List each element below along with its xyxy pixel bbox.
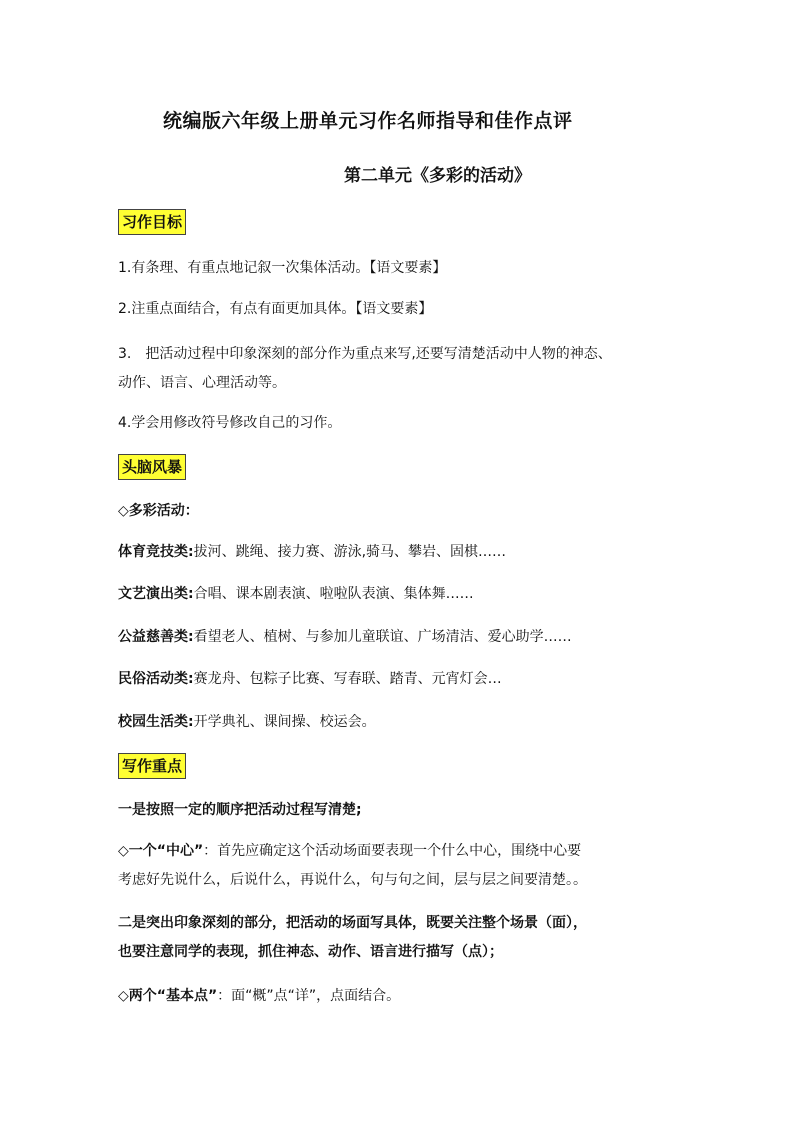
category-text: 拔河、跳绳、接力赛、游泳,骑马、攀岩、固棋…… [193, 544, 507, 560]
focus-point-1-heading: 一是按照一定的顺序把活动过程写清楚; [118, 802, 362, 818]
goal-item-3-line-1: 3. 把活动过程中印象深刻的部分作为重点来写,还要写清楚活动中人物的神态、 [118, 346, 612, 362]
focus-point-2-line-2: 也要注意同学的表现，抓住神态、动作、语言进行描写（点）； [118, 944, 503, 960]
category-row [118, 670, 502, 688]
brainstorm-section-label: 头脑风暴 [118, 454, 186, 480]
goal-item-2: 2.注重点面结合，有点有面更加具体。【语文要素】 [118, 301, 433, 317]
category-text: 开学典礼、课间操、校运会。 [193, 714, 376, 730]
category-text: 看望老人、植树、与参加儿童联谊、广场清洁、爱心助学…… [193, 629, 572, 645]
focus-point-1-text: ：首先应确定这个活动场面要表现一个什么中心，围绕中心要 [203, 843, 582, 859]
focus-point-2-line-3 [118, 987, 400, 1005]
unit-subtitle: 第二单元《多彩的活动》 [344, 166, 531, 186]
category-label: 校园生活类: [118, 714, 194, 730]
category-text: 合唱、课本剧表演、啦啦队表演、集体舞…… [193, 586, 474, 602]
category-label: 公益慈善类: [118, 629, 194, 645]
brainstorm-intro: ◇多彩活动： [118, 503, 199, 519]
category-row [118, 543, 506, 561]
category-label: 文艺演出类: [118, 586, 194, 602]
category-label: 体育竞技类: [118, 544, 194, 560]
goal-item-3-line-2: 动作、语言、心理活动等。 [118, 375, 286, 391]
category-label: 民俗活动类: [118, 671, 194, 687]
goal-item-1: 1.有条理、有重点地记叙一次集体活动。【语文要素】 [118, 260, 447, 276]
category-row [118, 628, 572, 646]
focus-point-2-line-1: 二是突出印象深刻的部分，把活动的场面写具体，既要关注整个场景（面）， [118, 915, 587, 931]
focus-point-2-text: ：面“概”点“详”，点面结合。 [217, 988, 401, 1004]
focus-point-1-label: ◇一个“中心” [118, 843, 204, 859]
focus-point-2-label: ◇两个“基本点” [118, 988, 218, 1004]
document-title: 统编版六年级上册单元习作名师指导和佳作点评 [163, 110, 573, 132]
focus-point-1-line-1 [118, 842, 581, 860]
focus-point-1-line-2: 考虑好先说什么，后说什么，再说什么，句与句之间，层与层之间要清楚。。 [118, 872, 587, 888]
goals-section-label-wrap [118, 209, 186, 235]
category-row [118, 585, 474, 603]
focus-section-label: 写作重点 [118, 753, 186, 779]
goal-item-4: 4.学会用修改符号修改自己的习作。 [118, 415, 342, 431]
brainstorm-section-label-wrap [118, 454, 186, 480]
focus-section-label-wrap [118, 753, 186, 779]
goals-section-label: 习作目标 [118, 209, 186, 235]
category-row [118, 713, 376, 731]
category-text: 赛龙舟、包粽子比赛、写春联、踏青、元宵灯会… [193, 671, 502, 687]
